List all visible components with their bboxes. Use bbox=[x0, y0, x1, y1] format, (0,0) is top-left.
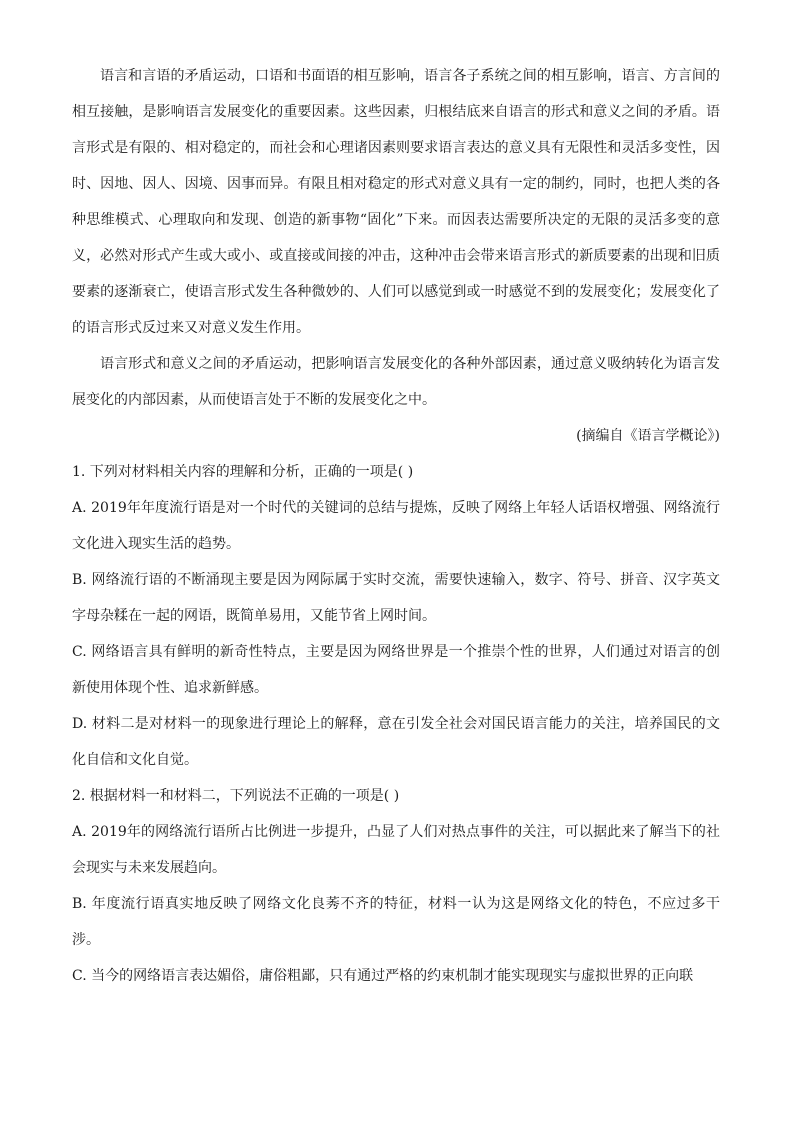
question-1-option-a: A. 2019年年度流行语是对一个时代的关键词的总结与提炼，反映了网络上年轻人话语权增强、网络流行文化进入现实生活的趋势。 bbox=[72, 500, 720, 552]
question-2-option-a: A. 2019年的网络流行语所占比例进一步提升，凸显了人们对热点事件的关注，可以据此来了解当下的社会现实与未来发展趋向。 bbox=[72, 824, 720, 876]
passage-paragraph-2: 语言形式和意义之间的矛盾运动，把影响语言发展变化的各种外部因素，通过意义吸纳转化为语言发展变化的内部因素，从而使语言处于不断的发展变化之中。 bbox=[72, 356, 720, 408]
passage-paragraph-1: 语言和言语的矛盾运动，口语和书面语的相互影响，语言各子系统之间的相互影响，语言、方言间的相互接触，是影响语言发展变化的重要因素。这些因素，归根结底来自语言的形式和意义之间的矛盾。语言形式是有限的、相对稳定的，而社会和心理诸因素则要求语言表达的意义具有无限性和灵活多变性，因时、因地、因人、因境、因事而异。有限且相对稳定的形式对意义具有一定的制约，同时，也把人类的各种思维模式、心理取向和发现、创造的新事物“固化”下来。而因表达需要所决定的无限的灵活多变的意义，必然对形式产生或大或小、或直接或间接的冲击，这种冲击会带来语言形式的新质要素的出现和旧质要素的逐渐衰亡，使语言形式发生各种微妙的、人们可以感觉到或一时感觉不到的发展变化；发展变化了的语言形式反过来又对意义发生作用。 bbox=[72, 68, 720, 336]
question-1-option-c: C. 网络语言具有鲜明的新奇性特点，主要是因为网络世界是一个推崇个性的世界，人们通过对语言的创新使用体现个性、追求新鲜感。 bbox=[72, 644, 720, 696]
question-2-option-b: B. 年度流行语真实地反映了网络文化良莠不齐的特征，材料一认为这是网络文化的特色，不应过多干涉。 bbox=[72, 896, 720, 948]
question-2-option-c: C. 当今的网络语言表达媚俗，庸俗粗鄙，只有通过严格的约束机制才能实现现实与虚拟世界的正向联 bbox=[72, 968, 694, 984]
document-page bbox=[72, 58, 720, 994]
question-2-stem: 2. 根据材料一和材料二，下列说法不正确的一项是( ) bbox=[72, 788, 400, 804]
question-1-option-b: B. 网络流行语的不断涌现主要是因为网际属于实时交流，需要快速输入，数字、符号、拼音、汉字英文字母杂糅在一起的网语，既简单易用，又能节省上网时间。 bbox=[72, 572, 720, 624]
passage-source: (摘编自《语言学概论》) bbox=[576, 428, 720, 444]
question-1-option-d: D. 材料二是对材料一的现象进行理论上的解释，意在引发全社会对国民语言能力的关注，培养国民的文化自信和文化自觉。 bbox=[72, 716, 720, 768]
question-1-stem: 1. 下列对材料相关内容的理解和分析，正确的一项是( ) bbox=[72, 464, 414, 480]
